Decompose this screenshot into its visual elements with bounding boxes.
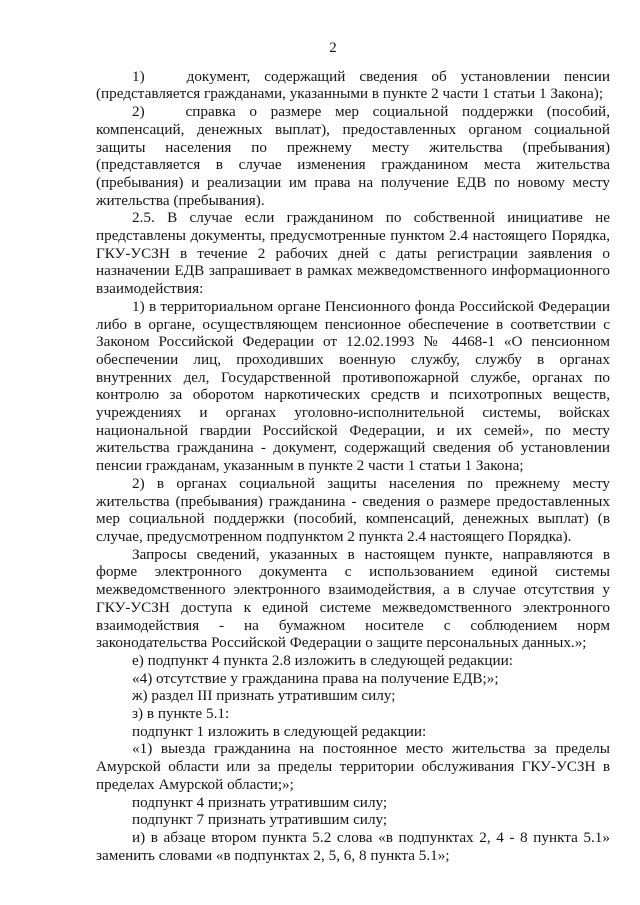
- paragraph-subitem-1: 1) документ, содержащий сведения об установлении пенсии (представляется гражданами, указанными в пункте 2 части 1 статьи 1 Закона);: [96, 67, 610, 103]
- paragraph-request-1: 1) в территориальном органе Пенсионного фонда Российской Федерации либо в органе, осуществляющем пенсионное обеспечение в соответствии с Законом Российской Федерации от 12.02.1993 № 4468-1 «О пенсионном обеспечении лиц, проходивших военную службу, службу в органах внутренних дел, Государственной противопожарной службе, органах по контролю за оборотом наркотических средств и психотропных веществ, учреждениях и органах уголовно-исполнительной системы, войсках национальной гвардии Российской Федерации, и их семей», по месту жительства гражданина - документ, содержащий сведения об установлении пенсии гражданам, указанным в пункте 2 части 1 статьи 1 Закона;: [96, 297, 610, 475]
- paragraph-amendment-z-sub7: подпункт 7 признать утратившим силу;: [132, 811, 388, 829]
- paragraph-subitem-2: 2) справка о размере мер социальной поддержки (пособий, компенсаций, денежных выплат), предоставленных органом социальной защиты населения по прежнему месту жительства (пребывания) (представляется в случае изменения гражданином места жительства (пребывания) и реализации им права на получение ЕДВ по новому месту жительства (пребывания).: [96, 103, 610, 209]
- paragraph-amendment-e-text: «4) отсутствие у гражданина права на получение ЕДВ;»;: [132, 669, 499, 687]
- paragraph-amendment-z-sub1: подпункт 1 изложить в следующей редакции:: [132, 722, 427, 740]
- paragraph-amendment-z: з) в пункте 5.1:: [132, 705, 230, 723]
- paragraph-amendment-z-sub1-text: «1) выезда гражданина на постоянное место жительства за пределы Амурской области или за пределы территории обслуживания ГКУ-УСЗН в пределах Амурской области;»;: [96, 740, 610, 793]
- page-number: 2: [329, 40, 337, 56]
- paragraph-amendment-i: и) в абзаце втором пункта 5.2 слова «в подпунктах 2, 4 - 8 пункта 5.1» заменить словами «в подпунктах 2, 5, 6, 8 пункта 5.1»;: [96, 828, 610, 864]
- paragraph-requests-format: Запросы сведений, указанных в настоящем пункте, направляются в форме электронного документа с использованием единой системы межведомственного электронного взаимодействия, а в случае отсутствия у ГКУ-УСЗН доступа к единой системе межведомственного электронного взаимодействия - на бумажном носителе с соблюдением норм законодательства Российской Федерации о защите персональных данных.»;: [96, 545, 610, 652]
- paragraph-amendment-e: е) подпункт 4 пункта 2.8 изложить в следующей редакции:: [132, 651, 513, 669]
- paragraph-amendment-z-sub4: подпункт 4 признать утратившим силу;: [132, 793, 388, 811]
- paragraph-amendment-zh: ж) раздел III признать утратившим силу;: [132, 687, 396, 705]
- paragraph-clause-2-5: 2.5. В случае если гражданином по собственной инициативе не представлены документы, предусмотренные пунктом 2.4 настоящего Порядка, ГКУ-УСЗН в течение 2 рабочих дней с даты регистрации заявления о назначении ЕДВ запрашивает в рамках межведомственного информационного взаимодействия:: [96, 209, 610, 298]
- paragraph-request-2: 2) в органах социальной защиты населения по прежнему месту жительства (пребывания) гражданина - сведения о размере предоставленных мер социальной поддержки (пособий, компенсаций, денежных выплат) (в случае, предусмотренном подпунктом 2 пункта 2.4 настоящего Порядка).: [96, 474, 610, 545]
